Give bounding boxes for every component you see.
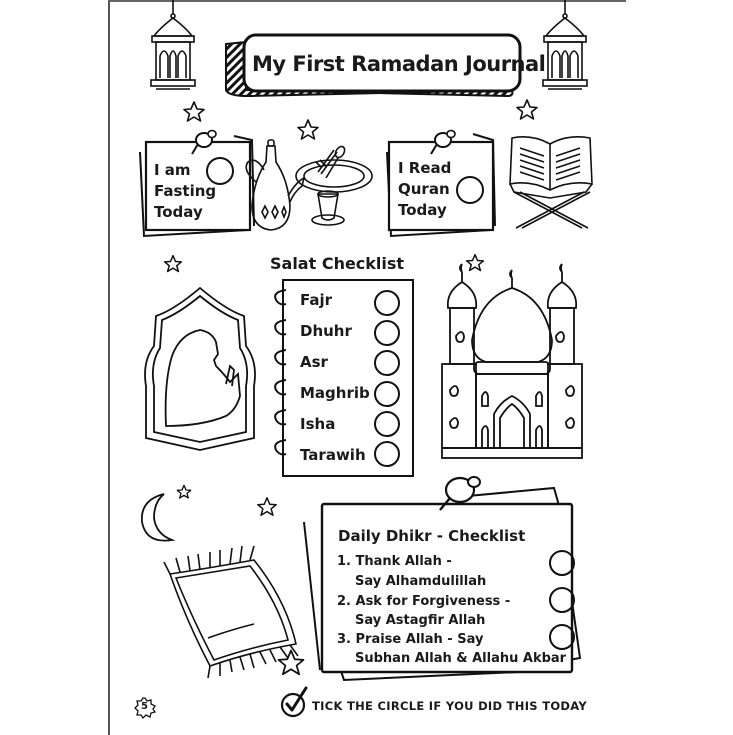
quran-note-line-3: Today [398, 201, 447, 219]
salat-item-dhuhr: Dhuhr [300, 322, 352, 340]
salat-checkbox-maghrib[interactable] [374, 381, 400, 407]
fasting-checkbox[interactable] [206, 157, 234, 185]
prayer-rug-icon [150, 540, 306, 680]
star-icon [515, 98, 539, 122]
salat-checkbox-dhuhr[interactable] [374, 320, 400, 346]
quran-note-line-2: Quran [398, 180, 450, 198]
fasting-note-line-1: I am [154, 161, 191, 179]
praying-woman-icon [142, 286, 258, 454]
star-icon [256, 496, 278, 518]
plate-icon [288, 136, 376, 232]
dhikr-item-2-line-1: 2. Ask for Forgiveness - [337, 594, 511, 609]
salat-checkbox-isha[interactable] [374, 411, 400, 437]
dhikr-item-3-line-1: 3. Praise Allah - Say [337, 632, 484, 647]
dhikr-checkbox-2[interactable] [549, 587, 575, 613]
star-icon [182, 100, 206, 124]
quran-stand-icon [506, 132, 598, 232]
salat-checkbox-fajr[interactable] [374, 290, 400, 316]
dhikr-title: Daily Dhikr - Checklist [338, 527, 526, 545]
star-icon [163, 254, 183, 274]
fasting-note-line-3: Today [154, 203, 203, 221]
fasting-note-line-2: Fasting [154, 182, 217, 200]
salat-checklist-title: Salat Checklist [270, 254, 405, 273]
salat-item-tarawih: Tarawih [300, 446, 366, 464]
crescent-moon-icon [138, 490, 182, 546]
spiral-binding-icon [270, 286, 292, 466]
tick-instruction: TICK THE CIRCLE IF YOU DID THIS TODAY [312, 699, 587, 713]
dhikr-item-1-line-1: 1. Thank Allah - [337, 554, 452, 569]
salat-item-fajr: Fajr [300, 291, 333, 309]
lantern-icon [148, 0, 198, 92]
salat-checkbox-asr[interactable] [374, 350, 400, 376]
page-number: 5 [141, 701, 148, 712]
mosque-icon [420, 262, 604, 462]
dhikr-checkbox-1[interactable] [549, 550, 575, 576]
lantern-icon [540, 0, 590, 92]
salat-item-asr: Asr [300, 353, 328, 371]
dhikr-item-2-line-2: Say Astagfir Allah [355, 613, 486, 628]
dhikr-item-3-line-2: Subhan Allah & Allahu Akbar [355, 651, 567, 666]
dhikr-item-1-line-2: Say Alhamdulillah [355, 574, 487, 589]
quran-note-line-1: I Read [398, 159, 452, 177]
dhikr-checkbox-3[interactable] [549, 624, 575, 650]
salat-item-maghrib: Maghrib [300, 384, 370, 402]
salat-item-isha: Isha [300, 415, 336, 433]
checkmark-icon [280, 686, 310, 718]
salat-checkbox-tarawih[interactable] [374, 441, 400, 467]
quran-checkbox[interactable] [456, 176, 484, 204]
page-title: My First Ramadan Journal [252, 52, 546, 76]
